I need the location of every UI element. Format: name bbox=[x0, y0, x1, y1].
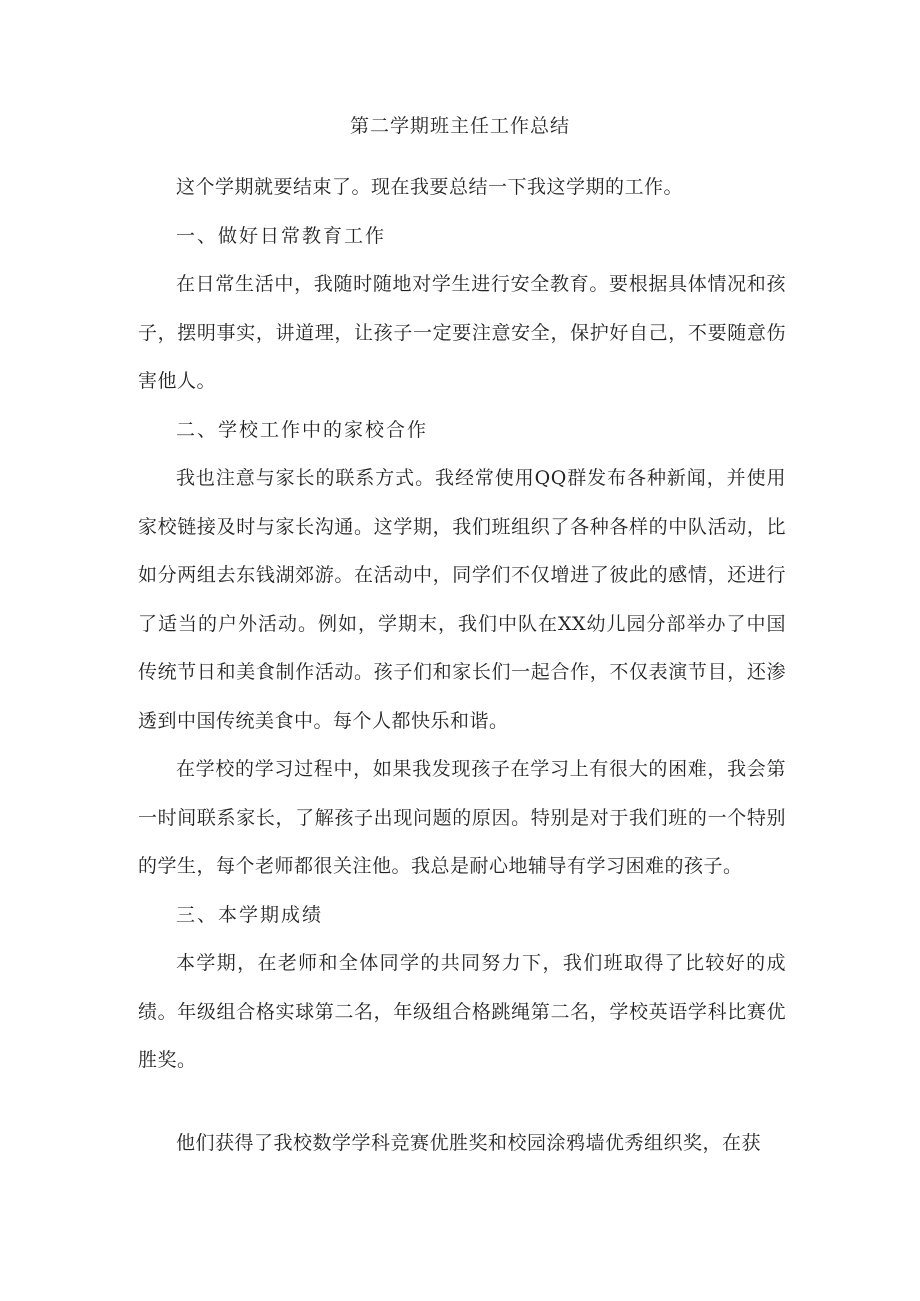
section-heading-2: 二、学校工作中的家校合作 bbox=[176, 418, 429, 441]
paragraph-safety-education: 在日常生活中，我随时随地对学生进行安全教育。要根据具体情况和孩子，摆明事实，讲道理，让孩子一定要注意安全，保护好自己，不要随意伤害他人。 bbox=[138, 273, 786, 392]
page-title: 第二学期班主任工作总结 bbox=[349, 115, 570, 137]
document-body bbox=[138, 163, 786, 1167]
section-heading-1: 一、做好日常教育工作 bbox=[176, 224, 387, 247]
paragraph-home-school: 我也注意与家长的联系方式。我经常使用QQ群发布各种新闻，并使用家校链接及时与家长沟通。这学期，我们班组织了各种各样的中队活动，比如分两组去东钱湖郊游。在活动中，同学们不仅增进了彼此的感情，还进行了适当的户外活动。例如，学期末，我们中队在XX幼儿园分部举办了中国传统节日和美食制作活动。孩子们和家长们一起合作，不仅表演节目，还渗透到中国传统美食中。每个人都快乐和谐。 bbox=[138, 467, 786, 732]
intro-paragraph: 这个学期就要结束了。现在我要总结一下我这学期的工作。 bbox=[176, 176, 684, 198]
paragraph-achievements: 本学期，在老师和全体同学的共同努力下，我们班取得了比较好的成绩。年级组合格实球第二名，年级组合格跳绳第二名，学校英语学科比赛优胜奖。 bbox=[138, 952, 786, 1071]
paragraph-learning-difficulties: 在学校的学习过程中，如果我发现孩子在学习上有很大的困难，我会第一时间联系家长，了解孩子出现问题的原因。特别是对于我们班的一个特别的学生，每个老师都很关注他。我总是耐心地辅导有学习困难的孩子。 bbox=[138, 758, 786, 877]
paragraph-awards-continued: 他们获得了我校数学学科竞赛优胜奖和校园涂鸦墙优秀组织奖，在获 bbox=[176, 1131, 762, 1154]
section-heading-3: 三、本学期成绩 bbox=[176, 903, 324, 926]
paragraph-spacer bbox=[138, 1085, 786, 1119]
